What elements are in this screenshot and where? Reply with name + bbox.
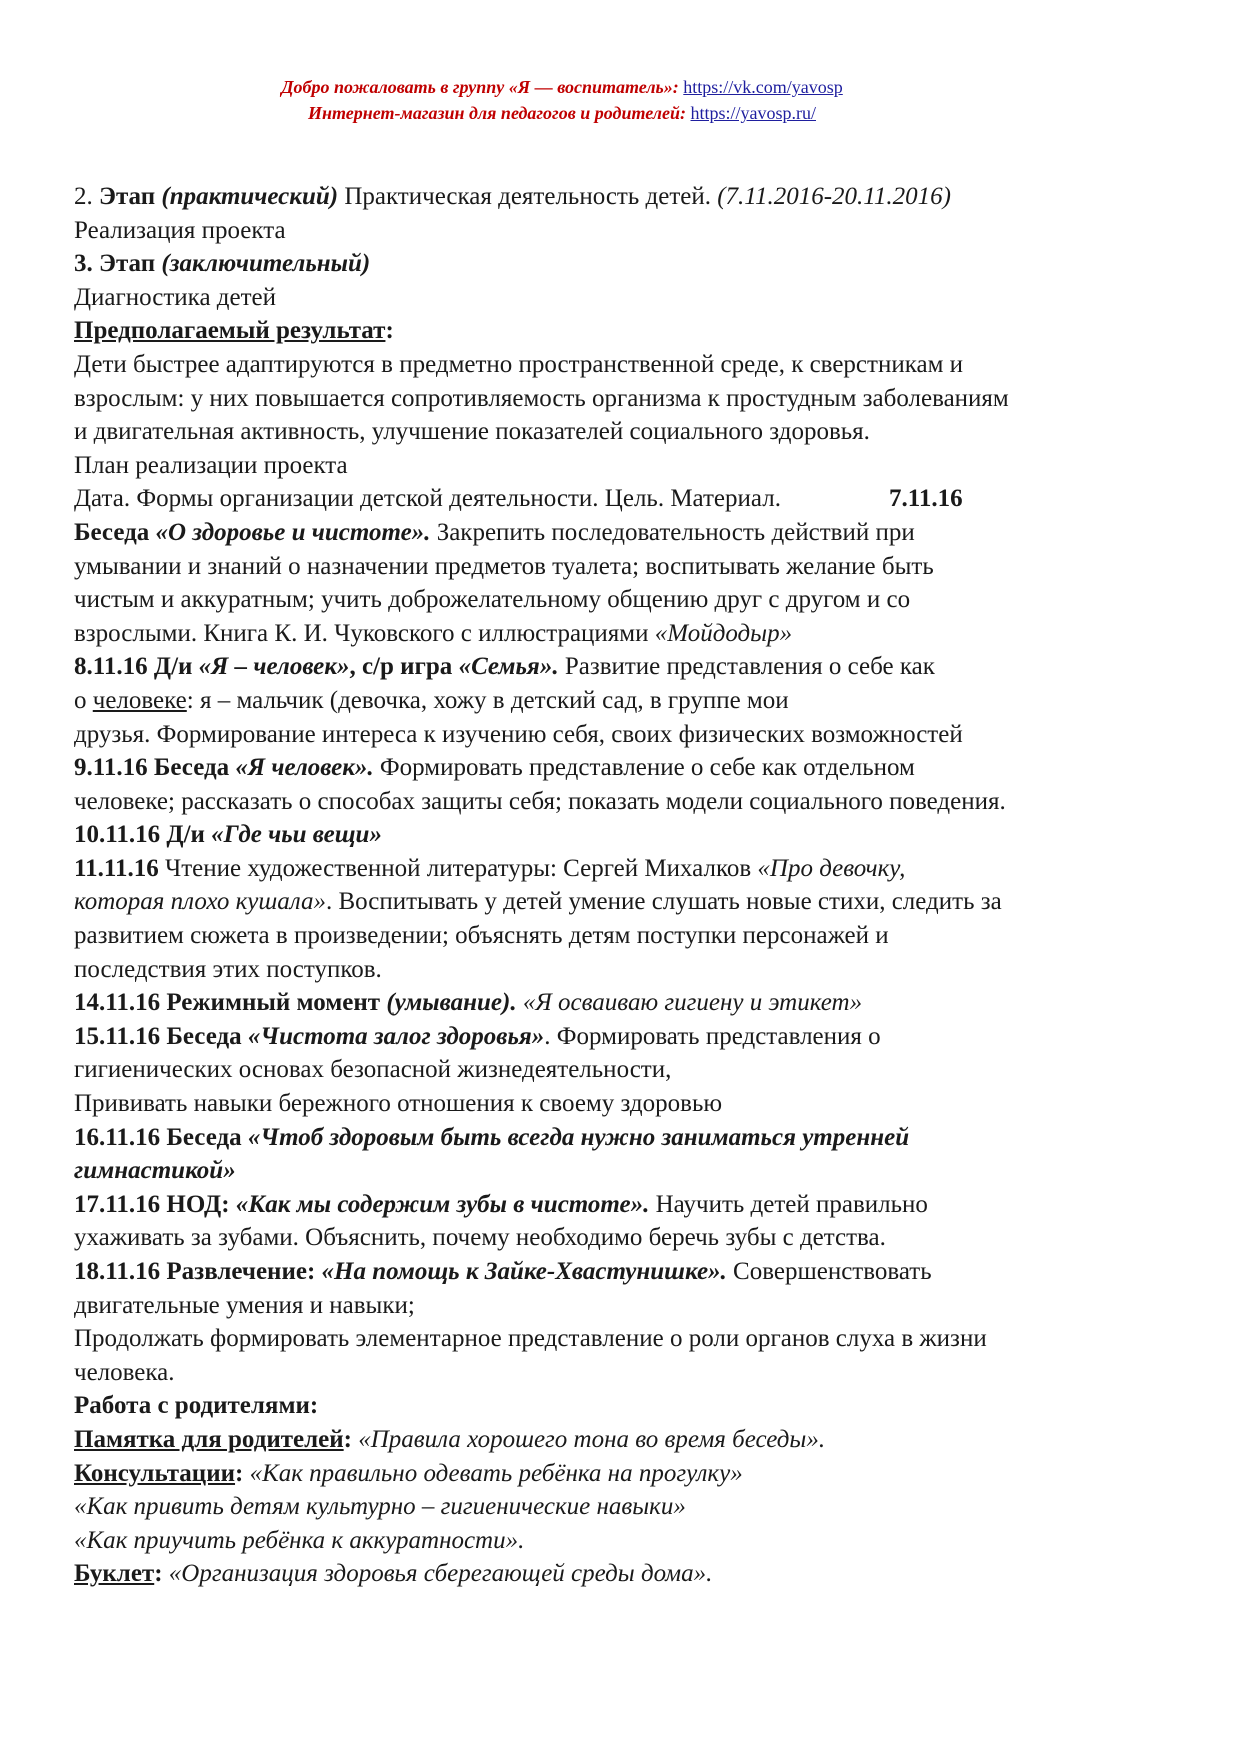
- stage3-kind: (заключительный): [161, 250, 371, 278]
- consult-colon: :: [235, 1459, 244, 1487]
- consult-label: Консультации: [74, 1459, 236, 1487]
- entry-9-text: Научить детей правильно: [649, 1190, 928, 1218]
- entry-5-text: Чтение художественной литературы: Сергей Михалков: [158, 854, 758, 882]
- stage2-num: 2.: [74, 183, 99, 210]
- parents-heading: Работа с родителями:: [74, 1392, 319, 1420]
- result-line: взрослым: у них повышается сопротивляемость организма к простудным заболеваниям: [74, 384, 1009, 412]
- entry-7-date: 15.11.16 Беседа: [74, 1022, 248, 1050]
- memo-label: Памятка для родителей: [74, 1425, 344, 1453]
- entry-7-text: . Формировать представления о: [544, 1022, 881, 1050]
- consult-item: «Как привить детям культурно – гигиенические навыки»: [74, 1493, 686, 1521]
- entry-6: [74, 986, 1174, 1020]
- stage2-label: Этап: [99, 183, 156, 210]
- entry-2-game-1: «Я – человек»: [198, 653, 350, 681]
- entry-5-line: [74, 885, 1174, 919]
- header-line-1: [0, 74, 1124, 100]
- parents-memo: [74, 1423, 1174, 1457]
- result-line: Дети быстрее адаптируются в предметно пространственной среде, к сверстникам и: [74, 350, 964, 378]
- entry-2-pre: о: [74, 686, 93, 714]
- stage3-line: [74, 247, 1174, 281]
- stage3-label: 3. Этап: [74, 250, 156, 278]
- entry-2-underlined: человеке: [92, 686, 187, 714]
- parents-booklet: [74, 1557, 1174, 1591]
- entry-7: [74, 1020, 1174, 1054]
- entry-1-text: Закрепить последовательность действий при: [430, 518, 915, 546]
- entry-2-date: 8.11.16 Д/и: [74, 653, 199, 681]
- entry-3-line: человеке; рассказать о способах защиты себя; показать модели социального поведения.: [74, 787, 1006, 815]
- plan-title: План реализации проекта: [74, 451, 348, 479]
- header-line-2: [0, 100, 1124, 126]
- entry-2-rest: : я – мальчик (девочка, хожу в детский сад, в группе мои: [186, 686, 789, 714]
- entry-4-date: 10.11.16 Д/и: [74, 821, 212, 849]
- stage2-kind: (практический): [161, 183, 339, 210]
- entry-8: [74, 1121, 1174, 1155]
- entry-4: [74, 818, 1174, 852]
- parents-consult: [74, 1457, 1174, 1491]
- stage2-line: [74, 180, 1174, 214]
- entry-9: [74, 1188, 1174, 1222]
- entry-3: [74, 751, 1174, 785]
- entry-2-sep: , с/р игра: [349, 653, 459, 681]
- entry-5-date: 11.11.16: [74, 854, 159, 882]
- first-date: 7.11.16: [888, 485, 963, 513]
- entry-5-title: «Про девочку,: [757, 854, 906, 882]
- entry-10: [74, 1255, 1174, 1289]
- entry-10-text: Совершенствовать: [726, 1258, 932, 1285]
- entry-5: [74, 852, 1174, 886]
- consult-text: «Как правильно одевать ребёнка на прогулку»: [243, 1459, 743, 1487]
- shop-link[interactable]: https://yavosp.ru/: [690, 103, 816, 123]
- entry-1-line: чистым и аккуратным; учить доброжелательному общению друг с другом и со: [74, 586, 911, 614]
- entry-10-line: человека.: [74, 1358, 175, 1386]
- entry-9-date: 17.11.16 НОД:: [74, 1190, 236, 1218]
- booklet-label: Буклет: [74, 1560, 155, 1588]
- entry-1-book: взрослыми. Книга К. И. Чуковского с иллюстрациями: [74, 619, 655, 647]
- entry-6-kind: (умывание).: [386, 989, 517, 1017]
- entry-3-title: «Я человек».: [235, 754, 374, 782]
- entry-10-line: Продолжать формировать элементарное представление о роли органов слуха в жизни: [74, 1325, 987, 1353]
- entry-1-type: Беседа: [74, 518, 156, 546]
- entry-2-text: Развитие представления о себе как: [558, 653, 935, 681]
- entry-9-title: «Как мы содержим зубы в чистоте».: [235, 1190, 650, 1218]
- entry-10-date: 18.11.16 Развлечение:: [74, 1258, 322, 1285]
- plan-columns-line: [74, 482, 1174, 516]
- welcome-text: Добро пожаловать в группу «Я — воспитатель»:: [281, 77, 679, 97]
- entry-1-book-title: «Мойдодыр»: [654, 619, 793, 647]
- stage2-dates: (7.11.2016-20.11.2016): [717, 183, 951, 210]
- document-body: [74, 180, 1174, 1591]
- entry-4-title: «Где чьи вещи»: [211, 821, 382, 849]
- entry-1-line: умывании и знаний о назначении предметов туалета; воспитывать желание быть: [74, 552, 934, 580]
- entry-5-title-2: которая плохо кушала»: [74, 888, 326, 916]
- memo-colon: :: [343, 1425, 352, 1453]
- entry-2-line: друзья. Формирование интереса к изучению себя, своих физических возможностей: [74, 720, 963, 748]
- consult-item: «Как приучить ребёнка к аккуратности».: [74, 1526, 525, 1554]
- booklet-text: «Организация здоровья сберегающей среды дома».: [162, 1560, 713, 1588]
- entry-5-line: развитием сюжета в произведении; объяснять детям поступки персонажей и: [74, 922, 889, 950]
- entry-3-text: Формировать представление о себе как отдельном: [373, 754, 915, 782]
- entry-3-date: 9.11.16 Беседа: [74, 754, 236, 782]
- shop-text: Интернет-магазин для педагогов и родителей:: [308, 103, 686, 123]
- entry-7-line: Прививать навыки бережного отношения к своему здоровью: [74, 1090, 723, 1118]
- entry-8-line: гимнастикой»: [74, 1157, 236, 1185]
- entry-2-line: [74, 684, 1174, 718]
- entry-1-line: [74, 617, 1174, 651]
- plan-columns: Дата. Формы организации детской деятельности. Цель. Материал.: [74, 485, 781, 513]
- entry-2: [74, 650, 1174, 684]
- entry-5-line: последствия этих поступков.: [74, 955, 382, 983]
- entry-10-title: «На помощь к Зайке-Хвастунишке».: [321, 1258, 727, 1285]
- entry-7-title: «Чистота залог здоровья»: [247, 1022, 545, 1050]
- entry-8-date: 16.11.16 Беседа: [74, 1123, 248, 1151]
- entry-10-line: двигательные умения и навыки;: [74, 1291, 415, 1319]
- memo-text: «Правила хорошего тона во время беседы».: [351, 1425, 826, 1453]
- vk-group-link[interactable]: https://vk.com/yavosp: [683, 77, 843, 97]
- entry-2-game-2: «Семья».: [458, 653, 559, 681]
- result-colon: :: [385, 317, 394, 345]
- entry-6-date: 14.11.16 Режимный момент: [74, 989, 387, 1017]
- result-heading: [74, 314, 1174, 348]
- site-header: [0, 74, 1124, 126]
- entry-8-title: «Чтоб здоровым быть всегда нужно заниматься утренней: [247, 1123, 910, 1151]
- entry-5-text-2: . Воспитывать у детей умение слушать новые стихи, следить за: [325, 888, 1002, 916]
- entry-6-title: «Я осваиваю гигиену и этикет»: [516, 989, 863, 1017]
- result-line: и двигательная активность, улучшение показателей социального здоровья.: [74, 418, 870, 446]
- entry-7-line: гигиенических основах безопасной жизнедеятельности,: [74, 1056, 672, 1084]
- stage3-text: Диагностика детей: [74, 283, 277, 311]
- entry-9-line: ухаживать за зубами. Объяснить, почему необходимо беречь зубы с детства.: [74, 1224, 886, 1252]
- result-title: Предполагаемый результат: [74, 317, 386, 345]
- booklet-colon: :: [154, 1560, 163, 1588]
- entry-1: [74, 516, 1174, 550]
- stage2-impl: Реализация проекта: [74, 216, 286, 244]
- stage2-text: Практическая деятельность детей.: [338, 183, 718, 210]
- entry-1-title: «О здоровье и чистоте».: [155, 518, 431, 546]
